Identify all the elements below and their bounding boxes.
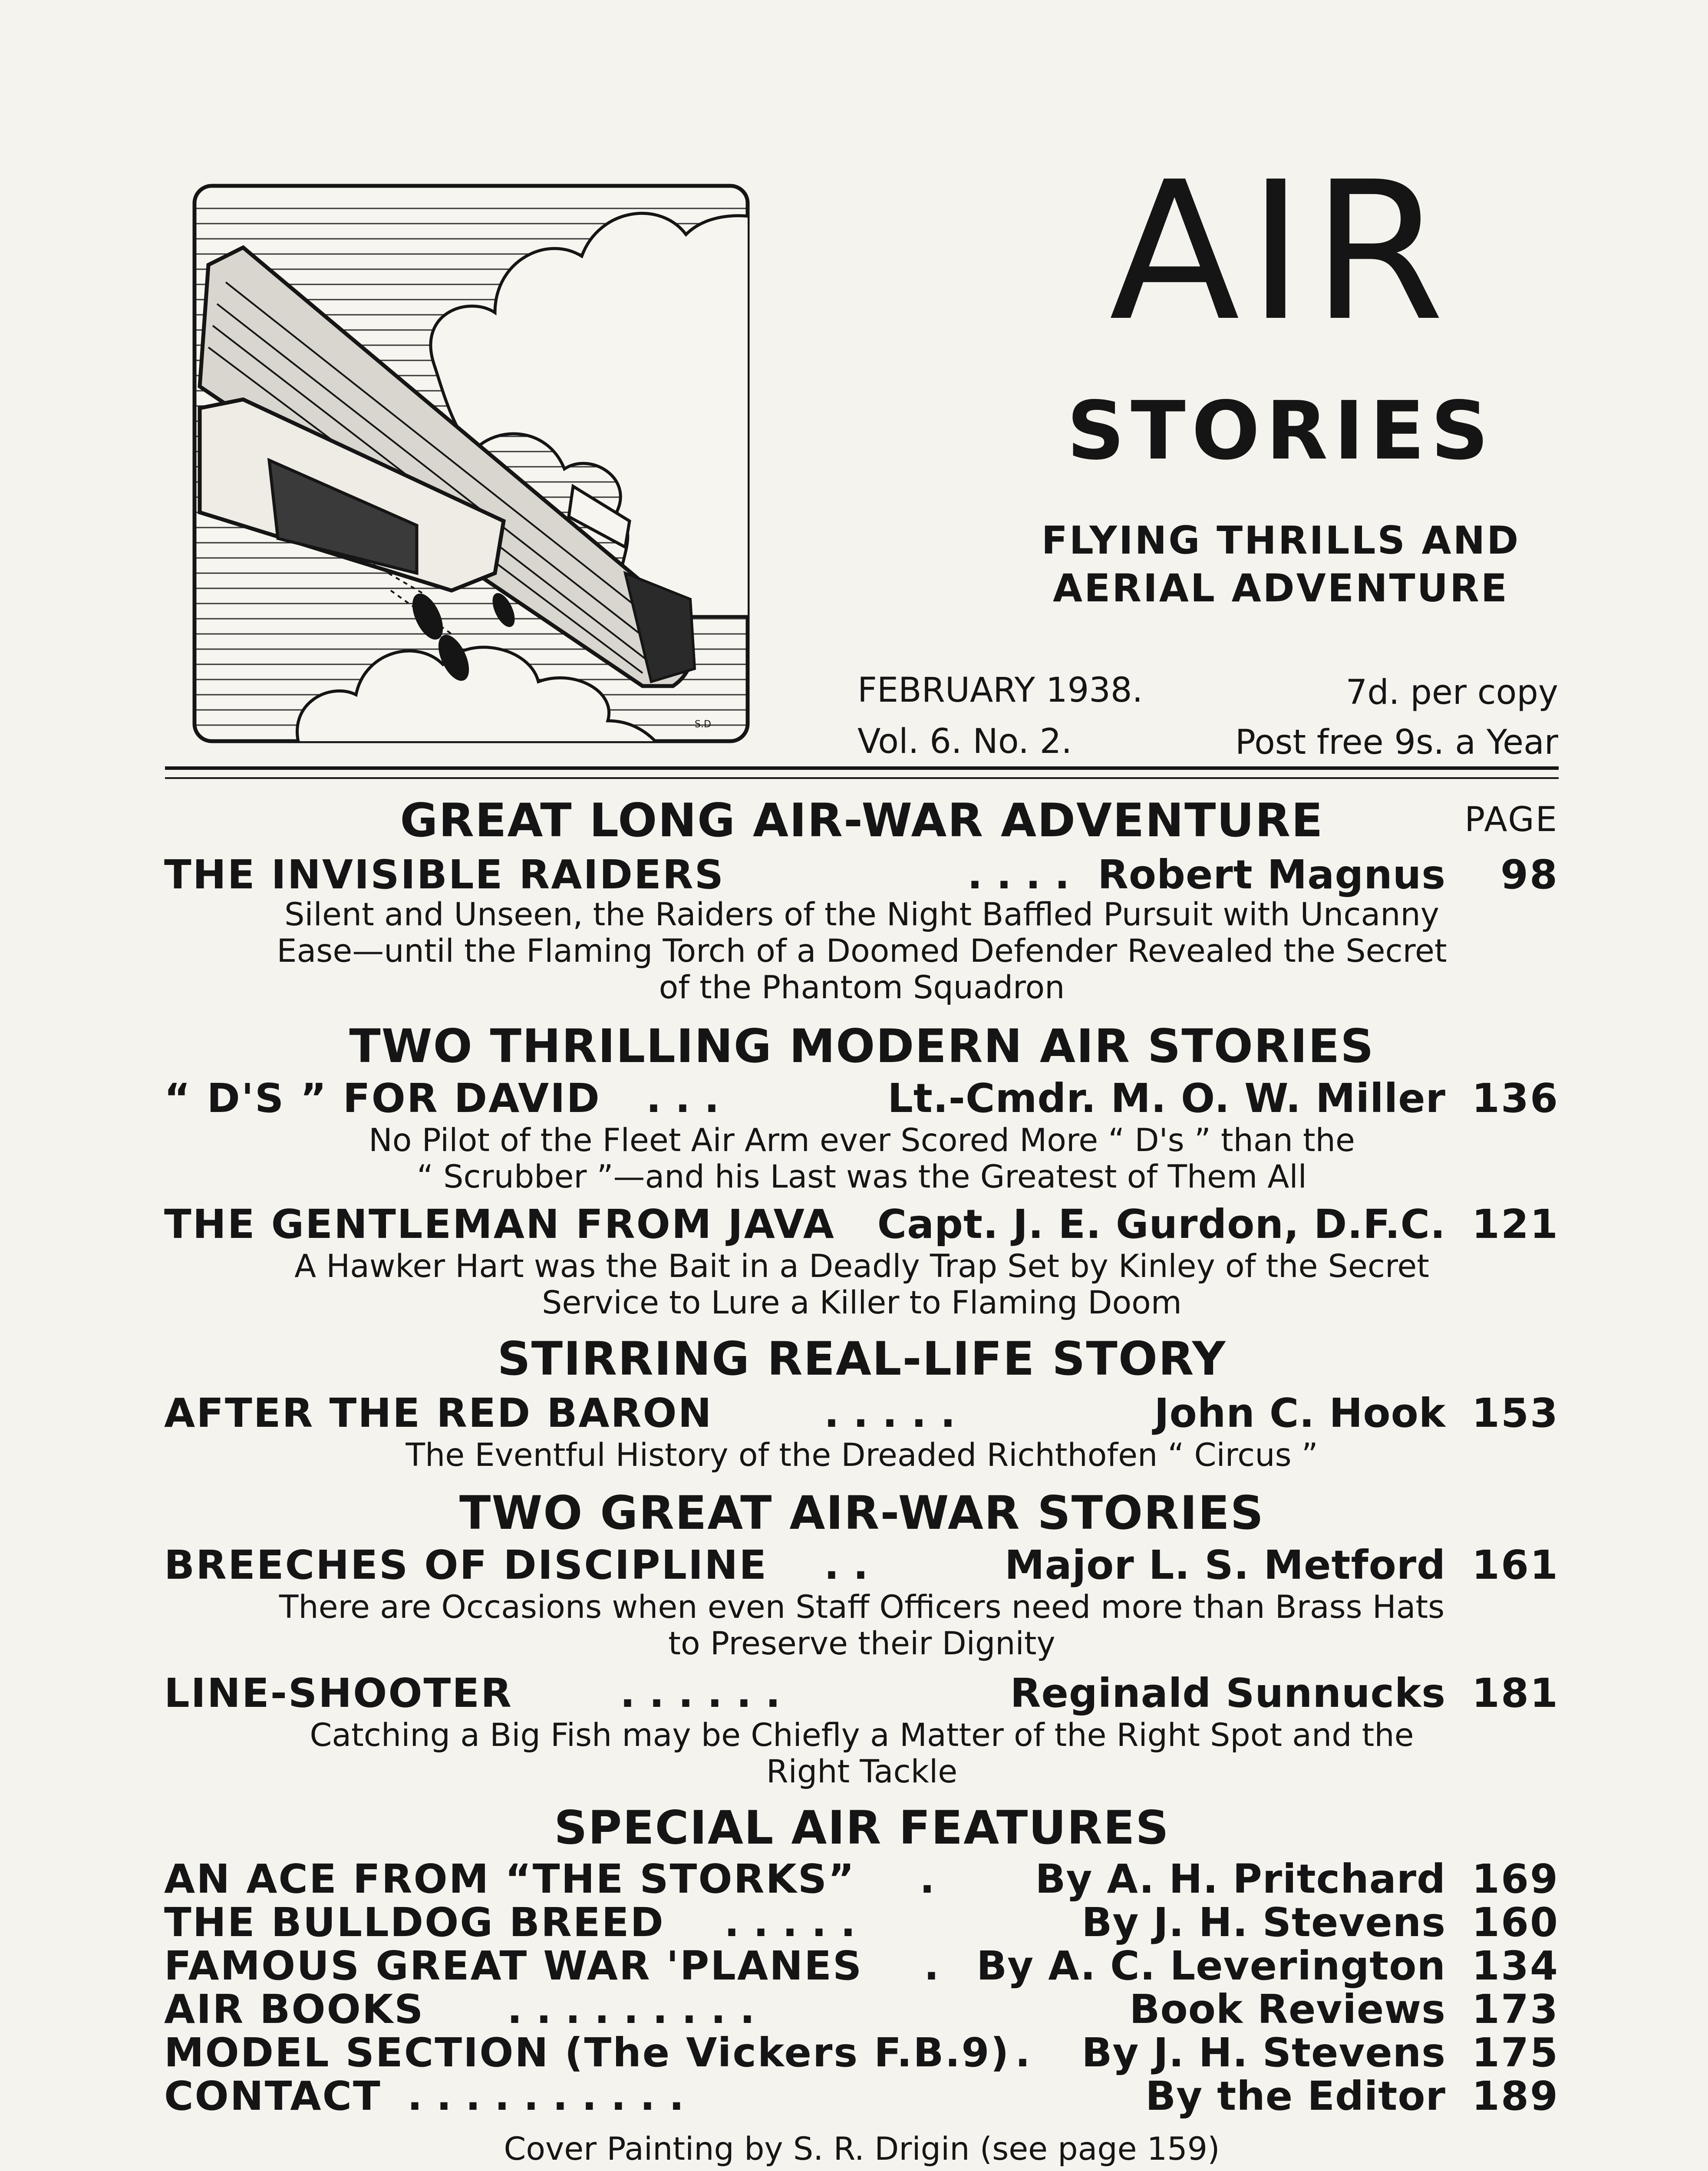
entry-author: Book Reviews xyxy=(1129,1986,1446,2032)
entry-title: THE INVISIBLE RAIDERS xyxy=(164,851,725,898)
entry-author: By J. H. Stevens xyxy=(1082,2029,1446,2076)
entry-author: Major L. S. Metford xyxy=(1005,1542,1446,1588)
entry-blurb: There are Occasions when even Staff Officers need more than Brass Hats to Preserve their Dignity xyxy=(279,1589,1445,1662)
entry-title: BREECHES OF DISCIPLINE xyxy=(164,1542,768,1588)
entry-author: By A. H. Pritchard xyxy=(1035,1856,1446,1902)
entry-author: Lt.-Cmdr. M. O. W. Miller xyxy=(887,1075,1446,1122)
entry-author: Reginald Sunnucks xyxy=(1010,1670,1446,1716)
tagline-line-1: FLYING THRILLS AND xyxy=(1041,518,1520,563)
entry-author: By A. C. Leverington xyxy=(976,1943,1446,1989)
entry-title: “ D'S ” FOR DAVID xyxy=(164,1075,601,1122)
entry-leader-dots: . . . xyxy=(646,1075,719,1122)
entry-page: 173 xyxy=(1472,1986,1560,2032)
section-heading: GREAT LONG AIR-WAR ADVENTURE xyxy=(400,794,1324,847)
magazine-subtitle: STORIES xyxy=(1067,384,1495,478)
entry-leader-dots: . . . . xyxy=(967,851,1070,898)
entry-page: 153 xyxy=(1472,1390,1560,1436)
entry-page: 160 xyxy=(1472,1899,1560,1946)
contents-entry[interactable] xyxy=(164,1072,1559,1125)
section-heading: STIRRING REAL-LIFE STORY xyxy=(497,1332,1227,1386)
magazine-tagline xyxy=(955,517,1606,612)
entry-title: THE BULLDOG BREED xyxy=(164,1899,665,1946)
entry-author: By the Editor xyxy=(1145,2073,1446,2119)
entry-leader-dots: . . . . . . xyxy=(620,1670,781,1716)
issue-price: 7d. per copy xyxy=(1345,673,1558,712)
entry-page: 169 xyxy=(1472,1856,1560,1902)
cover-credit: Cover Painting by S. R. Drigin (see page 159) xyxy=(504,2131,1220,2168)
issue-postage: Post free 9s. a Year xyxy=(1235,723,1558,762)
magazine-title: AIR xyxy=(1109,141,1453,363)
contents-entry[interactable] xyxy=(164,1667,1559,1719)
entry-title: LINE-SHOOTER xyxy=(164,1670,513,1716)
entry-title: AIR BOOKS xyxy=(164,1986,425,2032)
header-rule-thin xyxy=(165,777,1559,779)
entry-page: 121 xyxy=(1472,1201,1560,1247)
header-rule xyxy=(165,766,1559,770)
entry-page: 98 xyxy=(1500,851,1559,898)
entry-title: AN ACE FROM “THE STORKS” xyxy=(164,1856,856,1902)
entry-blurb: A Hawker Hart was the Bait in a Deadly Trap Set by Kinley of the Secret Service to Lure a Killer to Flaming Doom xyxy=(294,1248,1429,1321)
entry-page: 181 xyxy=(1472,1670,1560,1716)
bomber-illustration xyxy=(191,182,751,745)
contents-entry[interactable] xyxy=(164,1387,1559,1439)
entry-blurb: Silent and Unseen, the Raiders of the Night Baffled Pursuit with Uncanny Ease—until the Flaming Torch of a Doomed Defender Revealed the Secret of the Phantom Squadron xyxy=(277,896,1447,1006)
entry-page: 161 xyxy=(1472,1542,1560,1588)
contents-entry[interactable] xyxy=(164,1539,1559,1591)
entry-author: John C. Hook xyxy=(1154,1390,1446,1436)
illustration-signature: S.D xyxy=(695,719,711,730)
entry-page: 175 xyxy=(1472,2029,1560,2076)
page-column-label: PAGE xyxy=(1464,800,1558,839)
entry-page: 134 xyxy=(1472,1943,1560,1989)
contents-entry[interactable] xyxy=(164,1198,1559,1250)
section-heading: SPECIAL AIR FEATURES xyxy=(554,1801,1170,1854)
entry-title: MODEL SECTION (The Vickers F.B.9) xyxy=(164,2029,1010,2076)
entry-leader-dots: . xyxy=(920,1856,935,1902)
entry-blurb: Catching a Big Fish may be Chiefly a Matter of the Right Spot and the Right Tackle xyxy=(310,1717,1414,1790)
entry-author: By J. H. Stevens xyxy=(1082,1899,1446,1946)
entry-title: FAMOUS GREAT WAR 'PLANES xyxy=(164,1943,863,1989)
entry-blurb: No Pilot of the Fleet Air Arm ever Scored More “ D's ” than the “ Scrubber ”—and his Last was the Greatest of Them All xyxy=(369,1122,1355,1195)
entry-author: Capt. J. E. Gurdon, D.F.C. xyxy=(877,1201,1446,1247)
issue-date: FEBRUARY 1938. xyxy=(857,671,1143,710)
entry-leader-dots: . . . . . . . . . . xyxy=(407,2073,684,2119)
entry-page: 136 xyxy=(1472,1075,1560,1122)
entry-title: AFTER THE RED BARON xyxy=(164,1390,713,1436)
contents-entry[interactable] xyxy=(164,849,1559,901)
section-heading: TWO THRILLING MODERN AIR STORIES xyxy=(349,1020,1375,1073)
contents-entry[interactable] xyxy=(164,2070,1559,2122)
entry-leader-dots: . xyxy=(924,1943,939,1989)
entry-leader-dots: . xyxy=(1015,2029,1030,2076)
entry-page: 189 xyxy=(1472,2073,1560,2119)
issue-volume: Vol. 6. No. 2. xyxy=(857,722,1072,761)
entry-leader-dots: . . . . . xyxy=(824,1390,956,1436)
entry-title: CONTACT xyxy=(164,2073,382,2119)
section-heading: TWO GREAT AIR-WAR STORIES xyxy=(459,1486,1264,1540)
entry-blurb: The Eventful History of the Dreaded Richthofen “ Circus ” xyxy=(406,1437,1318,1474)
tagline-line-2: AERIAL ADVENTURE xyxy=(1053,566,1509,610)
entry-leader-dots: . . . . . . . . . xyxy=(507,1986,755,2032)
entry-leader-dots: . . . . . xyxy=(724,1899,856,1946)
entry-author: Robert Magnus xyxy=(1098,851,1446,898)
entry-title: THE GENTLEMAN FROM JAVA xyxy=(164,1201,835,1247)
entry-leader-dots: . . xyxy=(824,1542,868,1588)
